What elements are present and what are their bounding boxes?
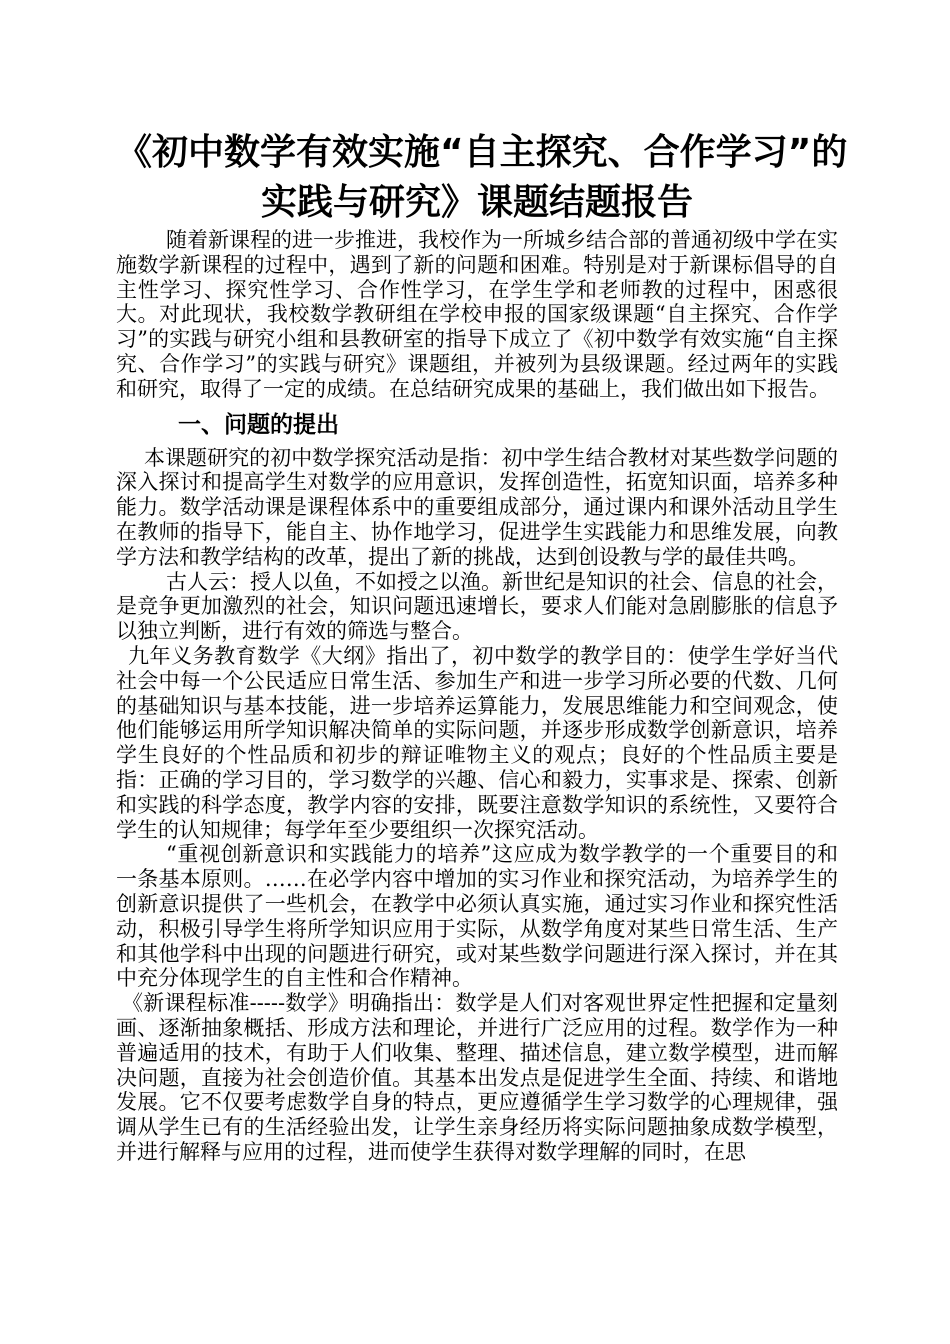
paragraph-innovation: “重视创新意识和实践能力的培养”这应成为数学教学的一个重要目的和一条基本原则。……在必学内容中增加的实习作业和探究活动，为培养学生的创新意识提供了一些机会，在教学中必须认真实施，通过实习作业和探究性活动，积极引导学生将所学知识应用于实际，从数学角度对某些日常生活、生产和其他学科中出现的问题进行研究，或对某些数学问题进行深入探讨，并在其中充分体现学生的自主性和合作精神。 xyxy=(116,842,838,991)
section-heading: 一、问题的提出 xyxy=(178,411,339,438)
paragraph-curriculum-standard: 《新课程标准-----数学》明确指出：数学是人们对客观世界定性把握和定量刻画、逐渐抽象概括、形成方法和理论，并进行广泛应用的过程。数学作为一种普遍适用的技术，有助于人们收集、整理、描述信息，建立数学模型，进而解决问题，直接为社会创造价值。其基本出发点是促进学生全面、持续、和谐地发展。它不仅要考虑数学自身的特点，更应遵循学生学习数学的心理规律，强调从学生已有的生活经验出发，让学生亲身经历将实际问题抽象成数学模型，并进行解释与应用的过程，进而使学生获得对数学理解的同时，在思 xyxy=(116,991,838,1164)
paragraph-definition: 本课题研究的初中数学探究活动是指：初中学生结合教材对某些数学问题的深入探讨和提高学生对数学的应用意识，发挥创造性，拓宽知识面，培养多种能力。数学活动课是课程体系中的重要组成部分，通过课内和课外活动且学生在教师的指导下，能自主、协作地学习，促进学生实践能力和思维发展，向教学方法和教学结构的改革，提出了新的挑战，达到创设教与学的最佳共鸣。 xyxy=(116,445,838,569)
document-page xyxy=(116,128,848,1165)
paragraph-syllabus: 九年义务教育数学《大纲》指出了，初中数学的教学目的：使学生学好当代社会中每一个公民适应日常生活、参加生产和进一步学习所必要的代数、几何的基础知识与基本技能，进一步培养运算能力，发展思维能力和空间观念，使他们能够运用所学知识解决简单的实际问题，并逐步形成数学创新意识，培养学生良好的个性品质和初步的辩证唯物主义的观点；良好的个性品质主要是指：正确的学习目的，学习数学的兴趣、信心和毅力，实事求是、探索、创新和实践的科学态度，教学内容的安排，既要注意数学知识的系统性，又要符合学生的认知规律；每学年至少要组织一次探究活动。 xyxy=(116,643,838,842)
document-title xyxy=(116,128,848,228)
paragraph-ancient-saying: 古人云：授人以鱼，不如授之以渔。新世纪是知识的社会、信息的社会，是竞争更加激烈的社会，知识问题迅速增长，要求人们能对急剧膨胀的信息予以独立判断，进行有效的筛选与整合。 xyxy=(116,569,838,644)
title-line-1: 《初中数学有效实施“自主探究、合作学习”的 xyxy=(116,132,848,173)
intro-paragraph: 随着新课程的进一步推进，我校作为一所城乡结合部的普通初级中学在实施数学新课程的过程中，遇到了新的问题和困难。特别是对于新课标倡导的自主性学习、探究性学习、合作性学习，在学生学和老师教的过程中，困惑很大。对此现状，我校数学教研组在学校申报的国家级课题“自主探究、合作学习”的实践与研究小组和县教研室的指导下成立了《初中数学有效实施“自主探究、合作学习”的实践与研究》课题组，并被列为县级课题。经过两年的实践和研究，取得了一定的成绩。在总结研究成果的基础上，我们做出如下报告。 xyxy=(116,228,838,401)
title-line-2: 实践与研究》课题结题报告 xyxy=(260,182,693,223)
